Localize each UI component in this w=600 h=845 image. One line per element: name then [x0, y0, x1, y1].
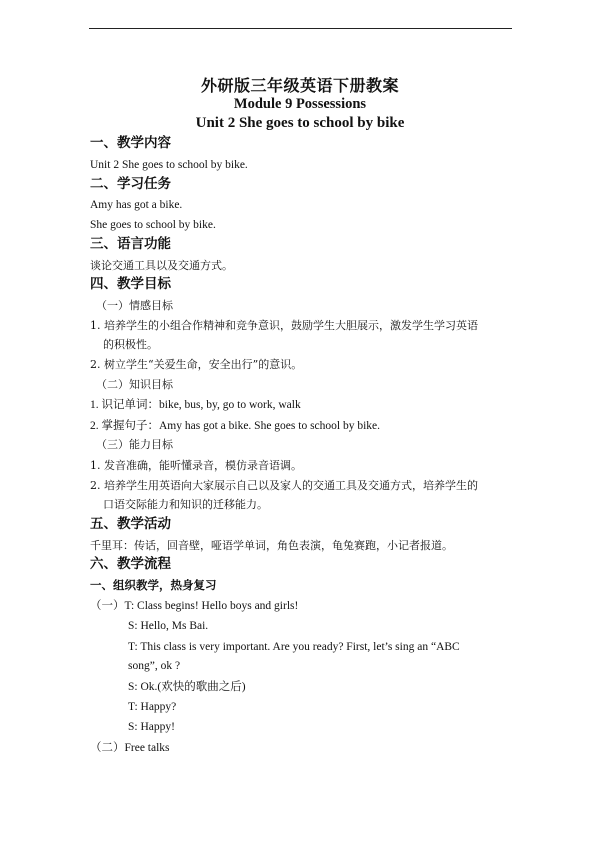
list-item-continuation: 口语交际能力和知识的迁移能力。 — [103, 498, 268, 511]
doc-title: 外研版三年级英语下册教案 — [200, 76, 399, 95]
list-item-continuation: 的积极性。 — [103, 338, 158, 351]
subsection-heading: （二）Free talks — [90, 742, 170, 754]
dialogue-line: S: Hello, Ms Bai. — [128, 620, 209, 632]
section-heading-procedure: 六、教学流程 — [90, 556, 171, 572]
module-title: Module 9 Possessions — [233, 96, 367, 112]
dialogue-line: S: Happy! — [128, 721, 175, 733]
list-item: 1. 培养学生的小组合作精神和竞争意识，鼓励学生大胆展示，激发学生学习英语 — [90, 319, 478, 332]
list-item: 1. 发音准确，能听懂录音，模仿录音语调。 — [90, 459, 302, 472]
dialogue-line: T: Happy? — [128, 701, 177, 713]
section-heading-activities: 五、教学活动 — [90, 516, 171, 532]
dialogue-line: （一）T: Class begins! Hello boys and girls! — [90, 600, 299, 612]
dialogue-line-continuation: song”, ok ? — [128, 660, 181, 672]
unit-title: Unit 2 She goes to school by bike — [195, 115, 405, 131]
subsection-heading: （三）能力目标 — [96, 438, 173, 451]
header-rule — [89, 28, 512, 29]
section-heading-language: 三、语言功能 — [90, 236, 171, 252]
section-text: Unit 2 She goes to school by bike. — [90, 159, 248, 171]
section-heading-content: 一、教学内容 — [90, 135, 171, 151]
list-item: 1. 识记单词：bike, bus, by, go to work, walk — [90, 399, 301, 411]
section-heading-tasks: 二、学习任务 — [90, 176, 171, 192]
section-text: She goes to school by bike. — [90, 219, 216, 231]
list-item: 2. 掌握句子：Amy has got a bike. She goes to school by bike. — [90, 420, 381, 432]
dialogue-line: T: This class is very important. Are you ready? First, let’s sing an “ABC — [128, 641, 460, 653]
list-item: 2. 培养学生用英语向大家展示自己以及家人的交通工具及交通方式，培养学生的 — [90, 479, 478, 492]
subsection-heading: 一、组织教学，热身复习 — [90, 578, 217, 592]
subsection-heading: （一）情感目标 — [96, 299, 173, 312]
list-item: 2. 树立学生“关爱生命，安全出行”的意识。 — [90, 358, 303, 371]
section-heading-objectives: 四、教学目标 — [90, 276, 171, 292]
dialogue-line: S: Ok.(欢快的歌曲之后) — [128, 681, 246, 693]
section-text: 谈论交通工具以及交通方式。 — [90, 259, 233, 272]
subsection-heading: （二）知识目标 — [96, 378, 173, 391]
section-text: 千里耳：传话，回音壁，哑语学单词，角色表演，龟兔赛跑，小记者报道。 — [90, 539, 453, 552]
section-text: Amy has got a bike. — [90, 199, 183, 211]
